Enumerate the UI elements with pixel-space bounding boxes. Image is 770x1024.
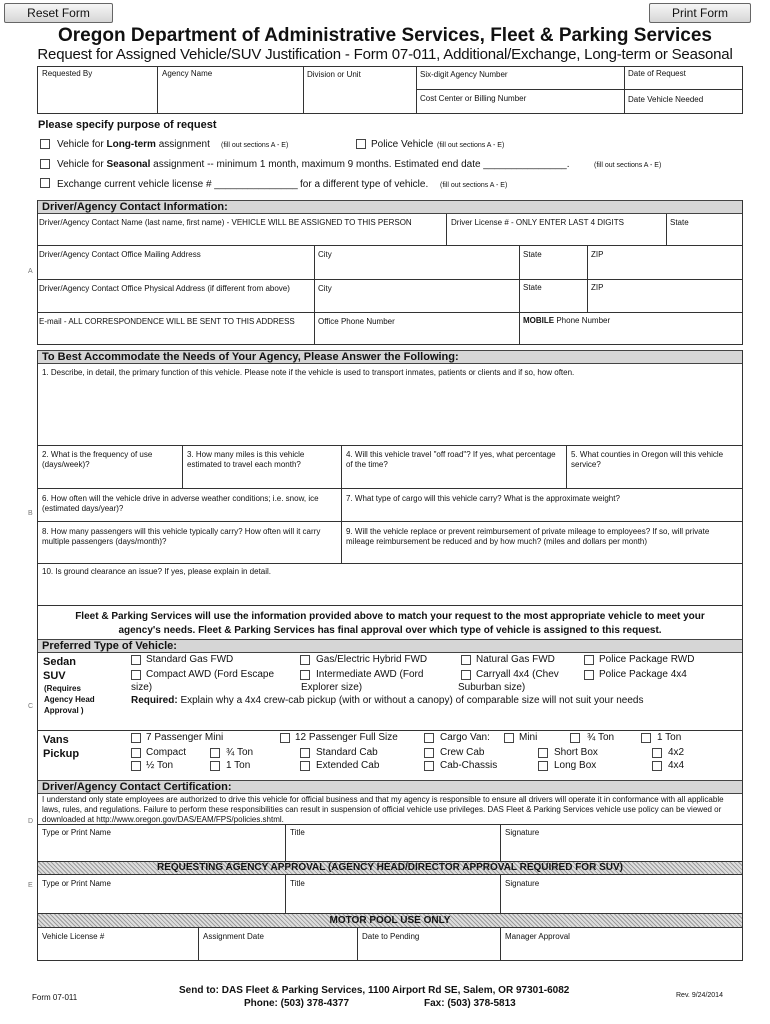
footer-revision: Rev. 9/24/2014 <box>676 992 723 999</box>
hybrid-label: Gas/Electric Hybrid FWD <box>316 654 428 665</box>
physical-state-field[interactable]: State <box>523 283 542 292</box>
police-rwd-checkbox[interactable] <box>584 655 594 665</box>
division-field[interactable]: Division or Unit <box>307 70 361 79</box>
certification-text: I understand only state employees are authorized to drive this vehicle for official business and that my agency is responsible to ensure all drivers will operate it in conformance with all applicable laws, rules, and regulations. Failure to perform these responsibilities can result in suspension of official vehicle use privileges. DAS Fleet & Parking Services vehicle use policy can be viewed or downloaded at http://www.oregon.gov/DAS/EAM/FPS/policies.shtml. <box>42 795 724 824</box>
4x2-label: 4x2 <box>668 747 685 758</box>
police-rwd-label: Police Package RWD <box>599 654 695 665</box>
reset-form-button[interactable]: Reset Form <box>4 3 113 23</box>
q3-field[interactable]: 3. How many miles is this vehicle estimated to travel each month? <box>187 450 305 469</box>
exchange-note: (fill out sections A - E) <box>440 182 508 189</box>
section-d-letter: D <box>28 818 34 825</box>
section-e-heading: REQUESTING AGENCY APPROVAL (AGENCY HEAD/DIRECTOR APPROVAL REQUIRED FOR SUV) <box>157 862 623 873</box>
mailing-zip-field[interactable]: ZIP <box>591 250 604 259</box>
e-title-field[interactable]: Title <box>290 879 305 888</box>
three-quarter-ton-van-label: ¾ Ton <box>587 732 615 743</box>
crew-cab-label: Crew Cab <box>440 747 485 758</box>
office-phone-field[interactable]: Office Phone Number <box>318 317 395 326</box>
vans-label: Vans <box>43 734 69 746</box>
footer-form-number: Form 07-011 <box>32 993 78 1002</box>
q2-field[interactable]: 2. What is the frequency of use (days/week)? <box>42 450 153 469</box>
carryall-label-2: Suburban size) <box>458 682 526 693</box>
seasonal-label: Vehicle for Seasonal assignment -- minimum 1 month, maximum 9 months. Estimated end date _______________. <box>57 159 570 170</box>
long-term-checkbox[interactable] <box>40 139 50 149</box>
suv-label: SUV <box>43 670 66 682</box>
natural-gas-checkbox[interactable] <box>461 655 471 665</box>
d-signature-field[interactable]: Signature <box>505 828 540 837</box>
d-title-field[interactable]: Title <box>290 828 305 837</box>
q10-field[interactable]: 10. Is ground clearance an issue? If yes, please explain in detail. <box>42 567 272 576</box>
compact-awd-label: Compact AWD (Ford Escape <box>146 669 275 680</box>
footer-fax: Fax: (503) 378-5813 <box>424 998 516 1009</box>
half-ton-label: ½ Ton <box>146 760 174 771</box>
email-field[interactable]: E-mail - ALL CORRESPONDENCE WILL BE SENT TO THIS ADDRESS <box>39 317 295 326</box>
one-ton-van-checkbox[interactable] <box>641 733 651 743</box>
mini-cargo-label: Mini <box>519 732 538 743</box>
requested-by-field[interactable]: Requested By <box>42 69 93 78</box>
cargo-van-checkbox[interactable] <box>424 733 434 743</box>
e-name-field[interactable]: Type or Print Name <box>42 879 111 888</box>
ext-cab-checkbox[interactable] <box>300 761 310 771</box>
footer-phone: Phone: (503) 378-4377 <box>244 998 350 1009</box>
q6-field[interactable]: 6. How often will the vehicle drive in adverse weather conditions; i.e. snow, ice (estimated days/year)? <box>42 494 319 513</box>
date-needed-field[interactable]: Date Vehicle Needed <box>628 95 704 104</box>
std-gas-checkbox[interactable] <box>131 655 141 665</box>
police-note: (fill out sections A - E) <box>437 142 505 149</box>
mp-license-field[interactable]: Vehicle License # <box>42 932 105 941</box>
mp-assignment-date-field[interactable]: Assignment Date <box>203 932 264 941</box>
sedan-label: Sedan <box>43 656 77 668</box>
long-term-note: (fill out sections A - E) <box>221 142 289 149</box>
long-box-checkbox[interactable] <box>538 761 548 771</box>
one-ton-pickup-checkbox[interactable] <box>210 761 220 771</box>
short-box-label: Short Box <box>554 747 598 758</box>
motor-pool-heading: MOTOR POOL USE ONLY <box>329 915 451 926</box>
section-b-heading: To Best Accommodate the Needs of Your Agency, Please Answer the Following: <box>42 351 459 363</box>
4x2-checkbox[interactable] <box>652 748 662 758</box>
mailing-state-field[interactable]: State <box>523 250 542 259</box>
physical-zip-field[interactable]: ZIP <box>591 283 604 292</box>
short-box-checkbox[interactable] <box>538 748 548 758</box>
section-a-heading: Driver/Agency Contact Information: <box>42 201 228 213</box>
seasonal-checkbox[interactable] <box>40 159 50 169</box>
intermediate-awd-label-2: Explorer size) <box>301 682 363 693</box>
cargo-van-label: Cargo Van: <box>440 732 490 743</box>
compact-pickup-checkbox[interactable] <box>131 748 141 758</box>
three-quarter-ton-pickup-label: ¾ Ton <box>226 747 254 758</box>
intermediate-awd-checkbox[interactable] <box>300 670 310 680</box>
purpose-heading: Please specify purpose of request <box>38 119 217 131</box>
license-state-field[interactable]: State <box>670 218 689 227</box>
mailing-address-field[interactable]: Driver/Agency Contact Office Mailing Address <box>39 250 201 259</box>
physical-address-field[interactable]: Driver/Agency Contact Office Physical Address (if different from above) <box>39 284 290 293</box>
suv-requires-note: (Requires Agency Head Approval ) <box>44 684 95 715</box>
suv-required-note: Required: Explain why a 4x4 crew-cab pickup (with or without a canopy) of comparable size will not suit your needs <box>131 695 644 706</box>
agency-name-field[interactable]: Agency Name <box>162 69 213 78</box>
cost-center-field[interactable]: Cost Center or Billing Number <box>420 94 527 103</box>
physical-city-field[interactable]: City <box>318 284 332 293</box>
carryall-checkbox[interactable] <box>461 670 471 680</box>
std-cab-checkbox[interactable] <box>300 748 310 758</box>
date-of-request-field[interactable]: Date of Request <box>628 69 686 78</box>
mp-pending-date-field[interactable]: Date to Pending <box>362 932 420 941</box>
long-box-label: Long Box <box>554 760 597 771</box>
mp-manager-approval-field[interactable]: Manager Approval <box>505 932 570 941</box>
d-name-field[interactable]: Type or Print Name <box>42 828 111 837</box>
q7-field[interactable]: 7. What type of cargo will this vehicle carry? What is the approximate weight? <box>346 494 620 503</box>
police-vehicle-label: Police Vehicle <box>371 139 434 150</box>
cab-chassis-label: Cab-Chassis <box>440 760 498 771</box>
q1-field[interactable]: 1. Describe, in detail, the primary function of this vehicle. Please note if the vehicle is used to transport inmates, patients or clients and if so, how often. <box>42 368 575 377</box>
long-term-label: Vehicle for Long-term assignment <box>57 139 210 150</box>
pickup-label: Pickup <box>43 748 80 760</box>
section-d-heading: Driver/Agency Contact Certification: <box>42 781 232 793</box>
driver-license-field[interactable]: Driver License # - ONLY ENTER LAST 4 DIGITS <box>451 218 624 227</box>
exchange-checkbox[interactable] <box>40 178 50 188</box>
std-gas-label: Standard Gas FWD <box>146 654 234 665</box>
police-4x4-label: Police Package 4x4 <box>599 669 687 680</box>
form-subtitle: Request for Assigned Vehicle/SUV Justification - Form 07-011, Additional/Exchange, Long-term or Seasonal <box>37 46 733 63</box>
pax7-label: 7 Passenger Mini <box>146 732 224 743</box>
print-form-button[interactable]: Print Form <box>649 3 751 23</box>
hybrid-checkbox[interactable] <box>300 655 310 665</box>
agency-number-field[interactable]: Six-digit Agency Number <box>420 70 508 79</box>
std-cab-label: Standard Cab <box>316 747 378 758</box>
intermediate-awd-label: Intermediate AWD (Ford <box>316 669 424 680</box>
mini-cargo-checkbox[interactable] <box>504 733 514 743</box>
q8-field[interactable]: 8. How many passengers will this vehicle typically carry? How often will it carry multiple passengers (days/month)? <box>42 527 321 546</box>
pax12-label: 12 Passenger Full Size <box>295 732 398 743</box>
q5-field[interactable]: 5. What counties in Oregon will this vehicle service? <box>571 450 724 469</box>
q4-field[interactable]: 4. Will this vehicle travel "off road"? If yes, what percentage of the time? <box>346 450 556 469</box>
section-e-letter: E <box>28 882 33 889</box>
compact-awd-checkbox[interactable] <box>131 670 141 680</box>
exchange-label: Exchange current vehicle license # _______________ <box>57 179 298 190</box>
section-c-letter: C <box>28 703 34 710</box>
police-4x4-checkbox[interactable] <box>584 670 594 680</box>
footer-send-to: Send to: DAS Fleet & Parking Services, 1100 Airport Rd SE, Salem, OR 97301-6082 <box>179 985 570 996</box>
4x4-checkbox[interactable] <box>652 761 662 771</box>
exchange-label-2: for a different type of vehicle. <box>300 179 429 190</box>
natural-gas-label: Natural Gas FWD <box>476 654 555 665</box>
contact-name-field[interactable]: Driver/Agency Contact Name (last name, first name) - VEHICLE WILL BE ASSIGNED TO THIS PERSON <box>39 218 412 227</box>
police-vehicle-checkbox[interactable] <box>356 139 366 149</box>
pax12-checkbox[interactable] <box>280 733 290 743</box>
three-quarter-ton-pickup-checkbox[interactable] <box>210 748 220 758</box>
one-ton-van-label: 1 Ton <box>657 732 682 743</box>
q9-field[interactable]: 9. Will the vehicle replace or prevent reimbursement of private mileage to employees? If so, will private mileage reimbursement be reduced and by how much? (miles and dollars per month) <box>346 527 710 546</box>
three-quarter-ton-van-checkbox[interactable] <box>570 733 580 743</box>
section-c-heading: Preferred Type of Vehicle: <box>42 640 177 652</box>
suv-justification-field[interactable] <box>131 708 736 728</box>
section-b-letter: B <box>28 510 33 517</box>
one-ton-pickup-label: 1 Ton <box>226 760 251 771</box>
seasonal-note: (fill out sections A - E) <box>594 162 662 169</box>
half-ton-checkbox[interactable] <box>131 761 141 771</box>
cab-chassis-checkbox[interactable] <box>424 761 434 771</box>
mobile-phone-field[interactable]: MOBILE Phone Number <box>523 316 611 325</box>
section-a-letter: A <box>28 268 33 275</box>
ext-cab-label: Extended Cab <box>316 760 380 771</box>
carryall-label: Carryall 4x4 (Chev <box>476 669 559 680</box>
pax7-checkbox[interactable] <box>131 733 141 743</box>
4x4-label: 4x4 <box>668 760 685 771</box>
form-title: Oregon Department of Administrative Services, Fleet & Parking Services <box>58 25 712 46</box>
crew-cab-checkbox[interactable] <box>424 748 434 758</box>
compact-pickup-label: Compact <box>146 747 187 758</box>
e-signature-field[interactable]: Signature <box>505 879 540 888</box>
fleet-notice: Fleet & Parking Services will use the information provided above to match your request to the most appropriate vehicle to meet your agency's needs. Fleet & Parking Services has final approval over which type of vehicle is assigned to this request. <box>75 611 705 636</box>
mailing-city-field[interactable]: City <box>318 250 332 259</box>
compact-awd-label-2: size) <box>131 682 153 693</box>
